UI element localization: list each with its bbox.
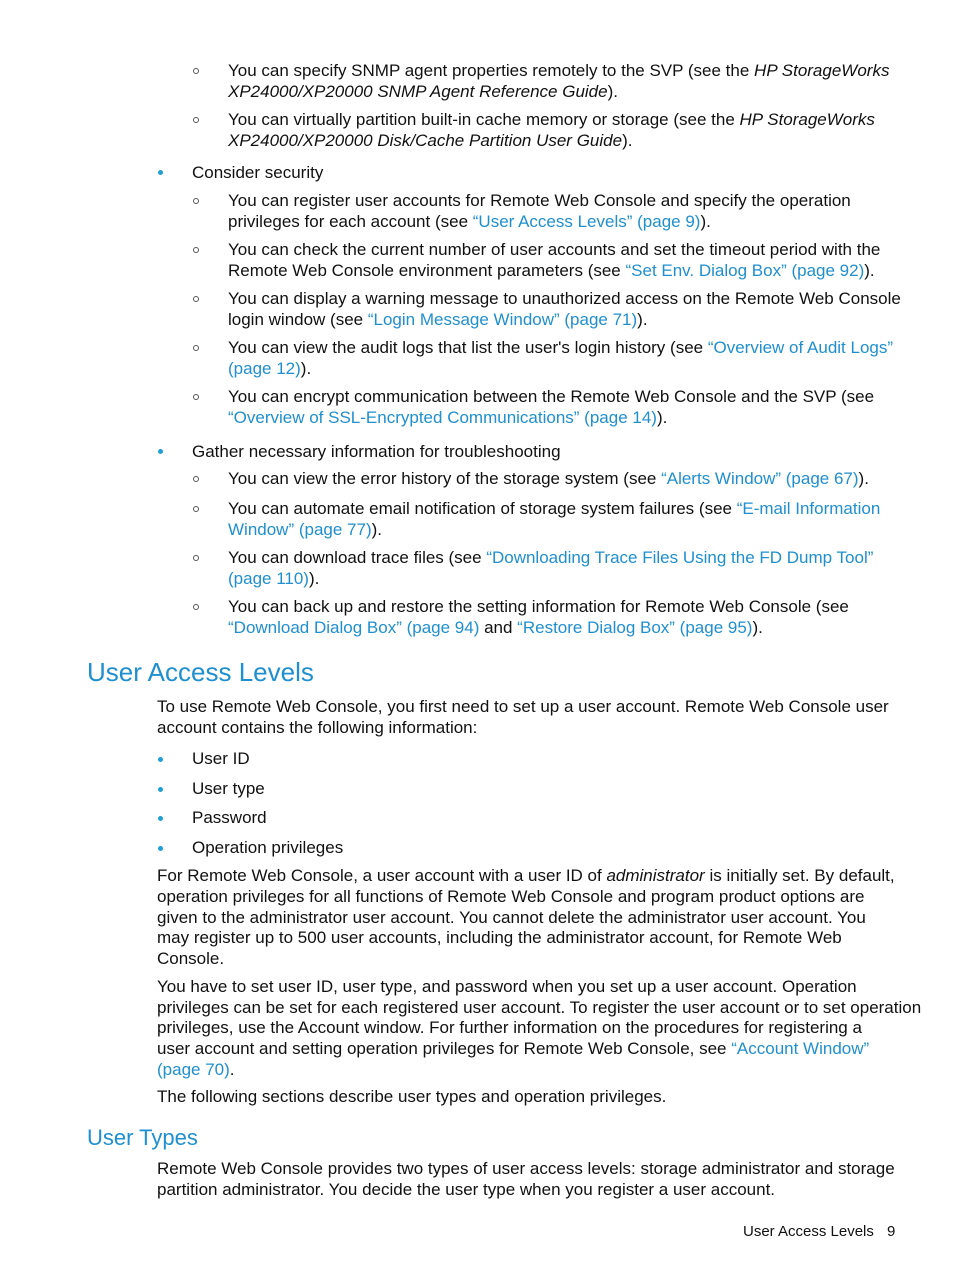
- bullet-icon: [158, 170, 163, 175]
- link-account-window[interactable]: “Account Window”: [731, 1039, 870, 1058]
- para1-line1: For Remote Web Console, a user account with a user ID of administrator is initially set. By default,: [157, 866, 895, 885]
- link-trace-files-page[interactable]: (page 110): [228, 569, 309, 588]
- security-warning-line2: login window (see “Login Message Window” (page 71)).: [228, 310, 648, 329]
- para1-line3: given to the administrator user account. You cannot delete the administrator user account. You: [157, 908, 866, 927]
- footer-section-name: User Access Levels: [743, 1223, 874, 1240]
- info-item-operation-privileges: Operation privileges: [192, 838, 344, 857]
- security-register-line2: privileges for each account (see “User Access Levels” (page 9)).: [228, 212, 711, 231]
- intro-line2: account contains the following information:: [157, 718, 478, 737]
- link-overview-audit-logs[interactable]: “Overview of Audit Logs”: [707, 338, 894, 357]
- troubleshoot-title: Gather necessary information for troubleshooting: [192, 442, 561, 461]
- troubleshoot-email-line1: You can automate email notification of storage system failures (see “E-mail Information: [228, 499, 881, 518]
- link-downloading-trace-files[interactable]: “Downloading Trace Files Using the FD Dump Tool”: [486, 548, 874, 567]
- para2-line4: user account and setting operation privileges for Remote Web Console, see “Account Window”: [157, 1039, 870, 1058]
- para1-line4: may register up to 500 user accounts, including the administrator account, for Remote Web: [157, 928, 842, 947]
- bullet-icon: [158, 449, 163, 454]
- security-check-line1: You can check the current number of user accounts and set the timeout period with the: [228, 240, 881, 259]
- sub-bullet-icon: [193, 604, 199, 610]
- troubleshoot-trace-line1: You can download trace files (see “Downloading Trace Files Using the FD Dump Tool”: [228, 548, 874, 567]
- link-email-information-window[interactable]: “E-mail Information: [736, 499, 881, 518]
- user-types-line1: Remote Web Console provides two types of user access levels: storage administrator and storage: [157, 1159, 895, 1178]
- sub-bullet-icon: [193, 345, 199, 351]
- intro-line1: To use Remote Web Console, you first need to set up a user account. Remote Web Console user: [157, 697, 889, 716]
- security-ssl-line2: “Overview of SSL-Encrypted Communications” (page 14)).: [228, 408, 668, 427]
- info-item-user-id: User ID: [192, 749, 250, 768]
- security-ssl-line1: You can encrypt communication between the Remote Web Console and the SVP (see: [228, 387, 875, 406]
- bullet-icon: [158, 757, 163, 762]
- para2-line5: (page 70).: [157, 1060, 235, 1079]
- sub-bullet-icon: [193, 247, 199, 253]
- list-item-cache-line2: XP24000/XP20000 Disk/Cache Partition User Guide).: [228, 131, 633, 150]
- list-item-snmp-line2: XP24000/XP20000 SNMP Agent Reference Guide).: [228, 82, 618, 101]
- link-download-dialog-box[interactable]: “Download Dialog Box” (page 94): [228, 618, 480, 637]
- bullet-icon: [158, 787, 163, 792]
- info-item-user-type: User type: [192, 779, 265, 798]
- security-register-line1: You can register user accounts for Remote Web Console and specify the operation: [228, 191, 851, 210]
- user-types-line2: partition administrator. You decide the user type when you register a user account.: [157, 1180, 776, 1199]
- bullet-icon: [158, 816, 163, 821]
- para1-line5: Console.: [157, 949, 225, 968]
- link-account-window-page[interactable]: (page 70): [157, 1060, 230, 1079]
- troubleshoot-email-line2: Window” (page 77)).: [228, 520, 383, 539]
- sub-bullet-icon: [193, 198, 199, 204]
- troubleshoot-backup-line1: You can back up and restore the setting information for Remote Web Console (see: [228, 597, 849, 616]
- footer-page-number: 9: [887, 1223, 896, 1240]
- sub-bullet-icon: [193, 117, 199, 123]
- sub-bullet-icon: [193, 68, 199, 74]
- security-audit-line1: You can view the audit logs that list the user's login history (see “Overview of Audit Logs”: [228, 338, 894, 357]
- para1-line2: operation privileges for all functions of Remote Web Console and program product options are: [157, 887, 865, 906]
- sub-bullet-icon: [193, 394, 199, 400]
- sub-bullet-icon: [193, 476, 199, 482]
- troubleshoot-error-line1: You can view the error history of the storage system (see “Alerts Window” (page 67)).: [228, 469, 869, 488]
- list-item-snmp-line1: You can specify SNMP agent properties remotely to the SVP (see the HP StorageWorks: [228, 61, 890, 80]
- sub-bullet-icon: [193, 296, 199, 302]
- link-ssl-communications[interactable]: “Overview of SSL-Encrypted Communications” (page 14): [228, 408, 657, 427]
- info-item-password: Password: [192, 808, 267, 827]
- para2-line2: privileges can be set for each registered user account. To register the user account or to set operation: [157, 998, 922, 1017]
- troubleshoot-trace-line2: (page 110)).: [228, 569, 320, 588]
- section-heading-user-access-levels: User Access Levels: [87, 657, 314, 687]
- security-audit-line2: (page 12)).: [228, 359, 312, 378]
- security-check-line2: Remote Web Console environment parameters (see “Set Env. Dialog Box” (page 92)).: [228, 261, 875, 280]
- link-login-message-window[interactable]: “Login Message Window” (page 71): [367, 310, 638, 329]
- link-restore-dialog-box[interactable]: “Restore Dialog Box” (page 95): [517, 618, 753, 637]
- para2-line1: You have to set user ID, user type, and password when you set up a user account. Operation: [157, 977, 857, 996]
- link-alerts-window[interactable]: “Alerts Window” (page 67): [661, 469, 859, 488]
- link-email-window-page[interactable]: Window” (page 77): [228, 520, 372, 539]
- link-user-access-levels[interactable]: “User Access Levels” (page 9): [472, 212, 701, 231]
- sub-bullet-icon: [193, 555, 199, 561]
- section-heading-user-types: User Types: [87, 1125, 198, 1150]
- link-set-env-dialog[interactable]: “Set Env. Dialog Box” (page 92): [625, 261, 865, 280]
- security-warning-line1: You can display a warning message to unauthorized access on the Remote Web Console: [228, 289, 901, 308]
- list-item-cache-line1: You can virtually partition built-in cache memory or storage (see the HP StorageWorks: [228, 110, 875, 129]
- security-title: Consider security: [192, 163, 324, 182]
- troubleshoot-backup-line2: “Download Dialog Box” (page 94) and “Restore Dialog Box” (page 95)).: [228, 618, 763, 637]
- para3: The following sections describe user types and operation privileges.: [157, 1087, 667, 1106]
- sub-bullet-icon: [193, 506, 199, 512]
- bullet-icon: [158, 846, 163, 851]
- para2-line3: privileges, use the Account window. For further information on the procedures for registering a: [157, 1018, 862, 1037]
- link-audit-logs-page[interactable]: (page 12): [228, 359, 301, 378]
